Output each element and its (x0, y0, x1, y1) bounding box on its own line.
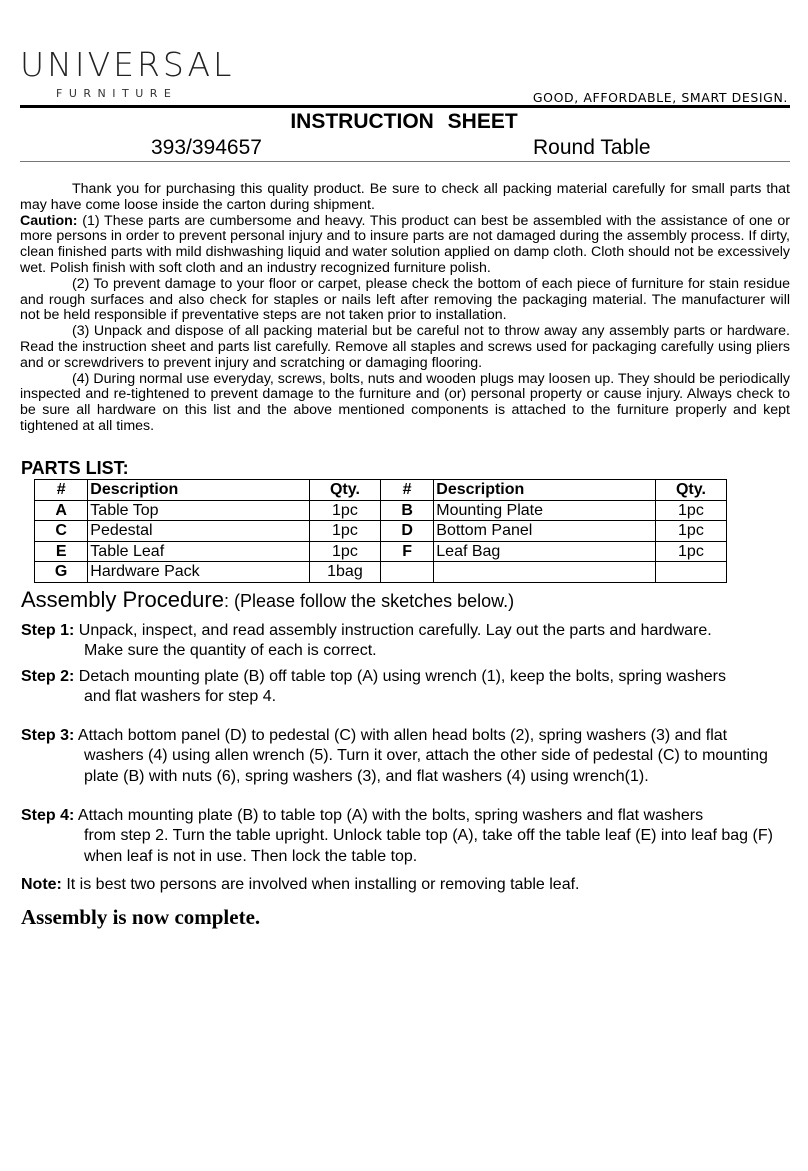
part-id: G (35, 562, 88, 583)
caution-point-4: (4) During normal use everyday, screws, bolts, nuts and wooden plugs may loosen up. They should be periodically inspected and re-tightened to prevent damage to the furniture and (or) personal property or cause injury. Always check to be sure all hardware on this list and the above mentioned components is attached to the furniture properly and kept tightened at all times. (20, 370, 790, 434)
part-description (434, 562, 656, 583)
table-row (35, 521, 727, 542)
caution-point-2: (2) To prevent damage to your floor or carpet, please check the bottom of each piece of furniture for stain residue and rough surfaces and also check for staples or nails left after removing the packaging material. The manufacturer will not be held responsible if preventative steps are not taken prior to installation. (20, 275, 790, 324)
step-text: Detach mounting plate (B) off table top (A) using wrench (1), keep the bolts, spring washers (74, 668, 726, 685)
step-text: Attach mounting plate (B) to table top (A) with the bolts, spring washers and flat washers (74, 807, 704, 824)
part-id: C (35, 521, 88, 542)
part-id (380, 562, 433, 583)
step-2 (21, 667, 796, 708)
step-4 (21, 806, 796, 867)
product-name: Round Table (533, 136, 651, 159)
part-id: E (35, 541, 88, 562)
step-text-continued: from step 2. Turn the table upright. Unlock table top (A), take off the table leaf (E) into leaf bag (F) when leaf is not in use. Then lock the table top. (84, 827, 773, 865)
step-label: Step 3: (21, 727, 75, 744)
model-number: 393/394657 (151, 136, 262, 159)
header-qty: Qty. (655, 480, 726, 501)
title-divider (20, 161, 790, 162)
assembly-title: Assembly Procedure (21, 587, 224, 612)
header-qty: Qty. (309, 480, 380, 501)
caution-paragraph (20, 214, 790, 277)
step-label: Step 2: (21, 668, 75, 685)
note-label: Note: (21, 876, 62, 893)
part-qty: 1pc (309, 521, 380, 542)
part-qty: 1bag (309, 562, 380, 583)
logo-subtitle: FURNITURE (56, 87, 178, 100)
header-description: Description (88, 480, 310, 501)
part-id: F (380, 541, 433, 562)
brand-logo (20, 45, 235, 100)
part-description: Leaf Bag (434, 541, 656, 562)
part-qty: 1pc (309, 541, 380, 562)
step-3 (21, 726, 796, 787)
assembly-subtitle: : (Please follow the sketches below.) (223, 591, 515, 611)
table-row (35, 541, 727, 562)
step-label: Step 1: (21, 622, 75, 639)
completion-message: Assembly is now complete. (21, 905, 261, 929)
step-text: Attach bottom panel (D) to pedestal (C) with allen head bolts (2), spring washers (3) and flat (74, 727, 728, 744)
step-text-continued: and flat washers for step 4. (84, 688, 277, 706)
parts-table (34, 479, 727, 583)
part-description: Table Top (88, 500, 310, 521)
part-id: B (380, 500, 433, 521)
note-text: It is best two persons are involved when installing or removing table leaf. (61, 876, 580, 893)
tagline: GOOD, AFFORDABLE, SMART DESIGN. (532, 90, 788, 105)
part-description: Bottom Panel (434, 521, 656, 542)
step-text-continued: Make sure the quantity of each is correct. (84, 642, 377, 660)
header-description: Description (434, 480, 656, 501)
logo-wordmark: UNIVERSAL (20, 45, 235, 84)
step-label: Step 4: (21, 807, 75, 824)
table-row (35, 500, 727, 521)
table-row (35, 562, 727, 583)
step-1 (21, 621, 796, 662)
part-qty: 1pc (655, 500, 726, 521)
page-title: INSTRUCTION SHEET (290, 110, 518, 133)
caution-label: Caution: (20, 212, 78, 229)
part-description: Table Leaf (88, 541, 310, 562)
caution-point-3: (3) Unpack and dispose of all packing material but be careful not to throw away any assembly parts or hardware. Read the instruction sheet and parts list carefully. Remove all staples and screws used for packaging carefully using pliers and or screwdrivers to prevent injury and scratching or damaging flooring. (20, 323, 790, 371)
assembly-heading (21, 587, 514, 613)
header-id: # (35, 480, 88, 501)
part-id: D (380, 521, 433, 542)
caution-text: (1) These parts are cumbersome and heavy. This product can best be assembled with the assistance of one or more persons in order to prevent personal injury and to insure parts are not damaged during the assembly process. If dirty, clean finished parts with mild dishwashing liquid and water solution applied on damp cloth. Cloth should not be excessively wet. Polish finish with soft cloth and an industry recognized furniture polish. (20, 212, 790, 276)
part-qty: 1pc (655, 541, 726, 562)
part-description: Mounting Plate (434, 500, 656, 521)
part-qty (655, 562, 726, 583)
step-text-continued: washers (4) using allen wrench (5). Turn it over, attach the other side of pedestal (C) to mounting plate (B) with nuts (6), spring washers (3), and flat washers (4) using wrench(1). (84, 747, 768, 785)
part-qty: 1pc (309, 500, 380, 521)
intro-section (20, 182, 790, 435)
header-id: # (380, 480, 433, 501)
header-divider (20, 105, 790, 108)
note (21, 875, 796, 895)
step-text: Unpack, inspect, and read assembly instruction carefully. Lay out the parts and hardware. (74, 622, 712, 639)
parts-list-heading: PARTS LIST: (21, 458, 129, 478)
part-description: Hardware Pack (88, 562, 310, 583)
part-description: Pedestal (88, 521, 310, 542)
table-header-row (35, 480, 727, 501)
intro-paragraph: Thank you for purchasing this quality product. Be sure to check all packing material carefully for small parts that may have come loose inside the carton during shipment. (20, 181, 790, 213)
part-id: A (35, 500, 88, 521)
part-qty: 1pc (655, 521, 726, 542)
